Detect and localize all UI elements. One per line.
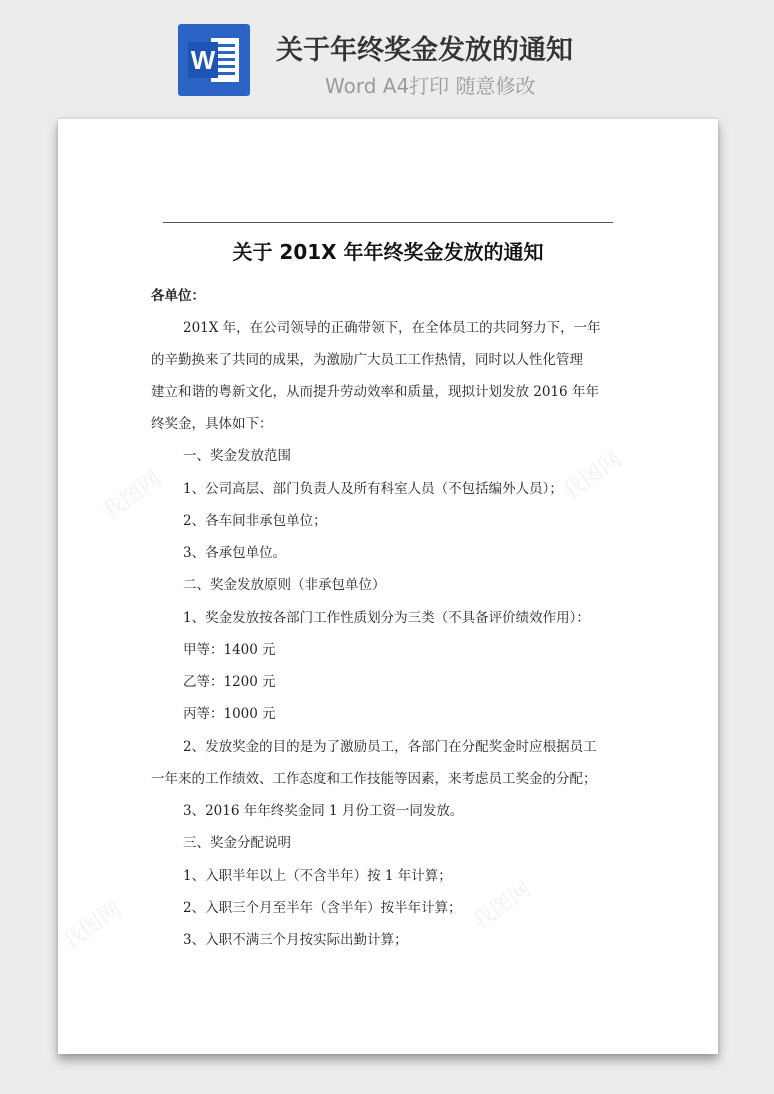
intro-line: 201X 年，在公司领导的正确带领下，在全体员工的共同努力下，一年	[183, 320, 601, 336]
list-item: 3、2016 年年终奖金同 1 月份工资一同发放。	[183, 803, 464, 819]
section-heading: 一、奖金发放范围	[183, 448, 291, 464]
list-item: 1、奖金发放按各部门工作性质划分为三类（不具备评价绩效作用）：	[183, 610, 590, 626]
banner-title: 关于年终奖金发放的通知	[276, 35, 573, 66]
header-rule	[163, 222, 613, 223]
list-item: 2、各车间非承包单位；	[183, 513, 327, 529]
watermark: 我图网	[58, 896, 127, 956]
word-document-icon	[178, 24, 250, 96]
intro-line: 建立和谐的粤新文化，从而提升劳动效率和质量，现拟计划发放 2016 年年	[151, 384, 599, 400]
watermark: 我图网	[557, 446, 627, 506]
list-item: 3、入职不满三个月按实际出勤计算；	[183, 932, 408, 948]
section-heading: 二、奖金发放原则（非承包单位）	[183, 577, 386, 593]
list-item: 一年来的工作绩效、工作态度和工作技能等因素，来考虑员工奖金的分配；	[151, 771, 597, 787]
header-banner	[0, 0, 774, 112]
grade-item: 甲等：1400 元	[183, 642, 276, 658]
banner-subtitle: Word A4打印 随意修改	[325, 74, 536, 98]
salutation: 各单位：	[151, 288, 205, 304]
word-icon-letter: W	[190, 45, 216, 75]
list-item: 3、各承包单位。	[183, 545, 287, 561]
intro-line: 的辛勤换来了共同的成果，为激励广大员工工作热情，同时以人性化管理	[151, 352, 583, 368]
list-item: 1、入职半年以上（不含半年）按 1 年计算；	[183, 868, 452, 884]
list-item: 2、入职三个月至半年（含半年）按半年计算；	[183, 900, 462, 916]
grade-item: 乙等：1200 元	[183, 674, 276, 690]
document-title: 关于 201X 年年终奖金发放的通知	[232, 240, 544, 264]
document-page	[58, 119, 718, 1054]
watermark: 我图网	[97, 466, 167, 526]
list-item: 2、发放奖金的目的是为了激励员工，各部门在分配奖金时应根据员工	[183, 739, 597, 755]
intro-line: 终奖金，具体如下：	[151, 416, 273, 432]
watermark: 我图网	[467, 876, 537, 936]
grade-item: 丙等：1000 元	[183, 706, 276, 722]
list-item: 1、公司高层、部门负责人及所有科室人员（不包括编外人员）；	[183, 481, 563, 497]
section-heading: 三、奖金分配说明	[183, 835, 291, 851]
